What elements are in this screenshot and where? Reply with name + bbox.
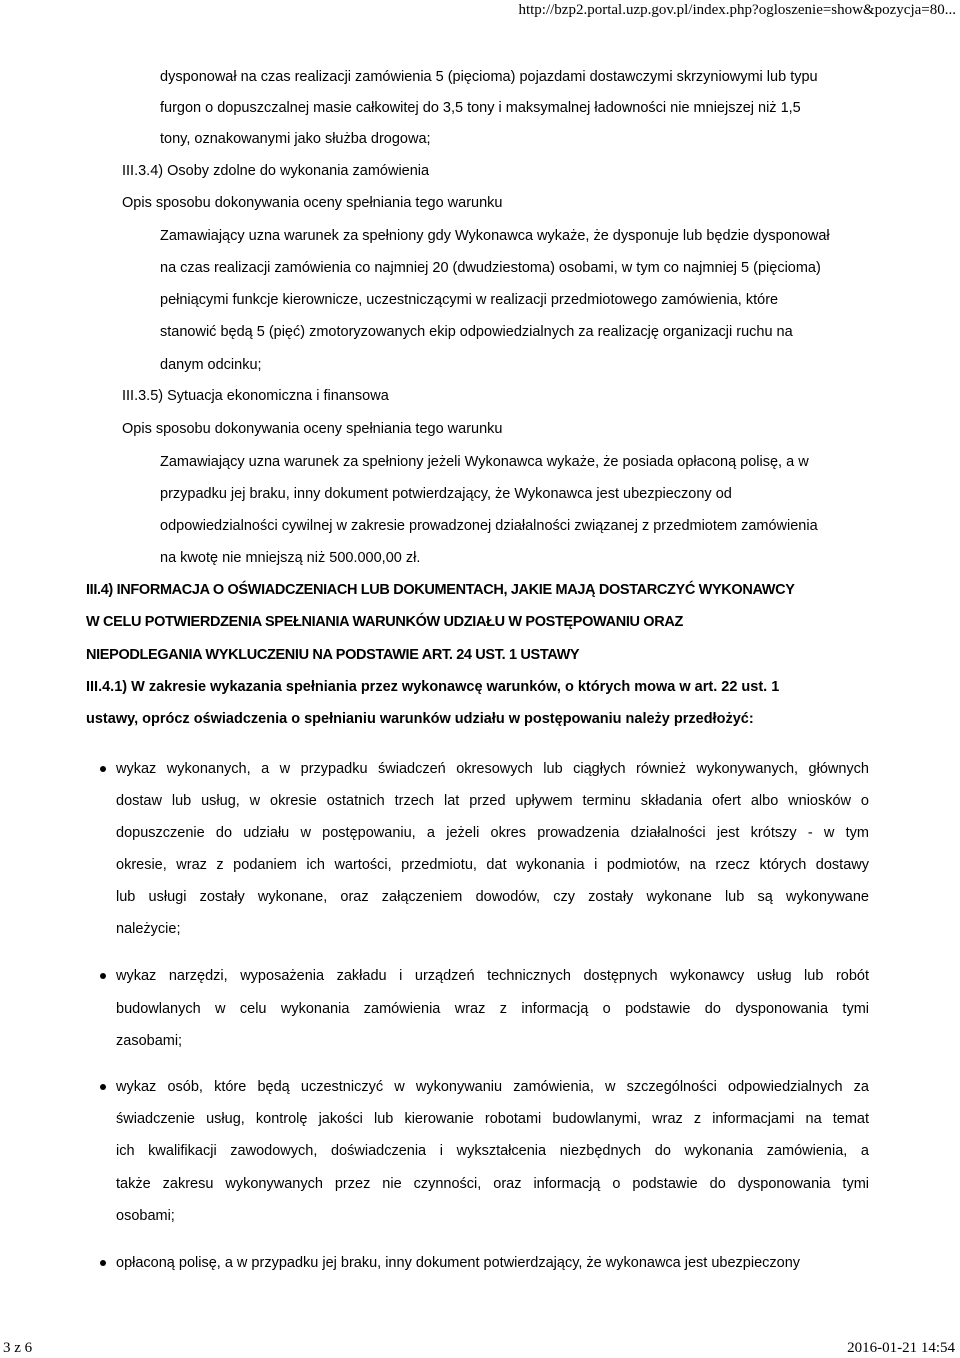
intro-line: furgon o dopuszczalnej masie całkowitej do 3,5 tony i maksymalnej ładowności nie mniejszej niż 1,5: [160, 100, 801, 116]
list-item-line: zasobami;: [116, 1033, 183, 1049]
paragraph-line: przypadku jej braku, inny dokument potwierdzający, że Wykonawca jest ubezpieczony od: [160, 486, 732, 502]
paragraph-line: na czas realizacji zamówienia co najmniej 20 (dwudziestoma) osobami, w tym co najmniej 5 (pięcioma): [160, 260, 821, 276]
list-item-line: także zakresu wykonywanych przez nie czynności, oraz informacją o podstawie do dysponowania tymi: [116, 1176, 869, 1192]
section-heading-4: W CELU POTWIERDZENIA SPEŁNIANIA WARUNKÓW UDZIAŁU W POSTĘPOWANIU ORAZ: [86, 614, 683, 630]
list-item-line: opłaconą polisę, a w przypadku jej braku, inny dokument potwierdzający, że wykonawca jest ubezpieczony: [116, 1255, 801, 1271]
list-item-line: lub usługi zostały wykonane, oraz załączeniem dowodów, czy zostały wykonane lub są wykonywane: [116, 889, 869, 905]
bullet-icon: [100, 766, 106, 772]
section-heading-3-5: III.3.5) Sytuacja ekonomiczna i finansowa: [122, 388, 389, 404]
list-item-line: ich kwalifikacji zawodowych, doświadczenia i wykształcenia niezbędnych do wykonania zamówienia, a: [116, 1143, 869, 1159]
paragraph-line: stanowić będą 5 (pięć) zmotoryzowanych ekip odpowiedzialnych za realizację organizacji ruchu na: [160, 324, 793, 340]
paragraph-line: Zamawiający uzna warunek za spełniony jeżeli Wykonawca wykaże, że posiada opłaconą polisę, a w: [160, 454, 809, 470]
list-item-line: wykaz narzędzi, wyposażenia zakładu i urządzeń technicznych dostępnych wykonawcy usług lub robót: [116, 968, 869, 984]
list-item-line: osobami;: [116, 1208, 175, 1224]
list-item-line: okresie, wraz z podaniem ich wartości, przedmiotu, dat wykonania i podmiotów, na rzecz których dostawy: [116, 857, 869, 873]
section-heading-4: NIEPODLEGANIA WYKLUCZENIU NA PODSTAWIE ART. 24 UST. 1 USTAWY: [86, 647, 580, 663]
section-heading-4-1: III.4.1) W zakresie wykazania spełniania przez wykonawcę warunków, o których mowa w art. 22 ust. 1: [86, 679, 780, 695]
paragraph-line: Zamawiający uzna warunek za spełniony gdy Wykonawca wykaże, że dysponuje lub będzie dysponował: [160, 228, 830, 244]
paragraph-line: danym odcinku;: [160, 357, 262, 373]
list-item-line: świadczenie usług, kontrolę jakości lub kierowanie robotami budowlanymi, wraz z informacjami na temat: [116, 1111, 869, 1127]
paragraph-line: odpowiedzialności cywilnej w zakresie prowadzonej działalności związanej z przedmiotem zamówienia: [160, 518, 818, 534]
paragraph-line: pełniącymi funkcje kierownicze, uczestniczącymi w realizacji przedmiotowego zamówienia, które: [160, 292, 779, 308]
list-item-line: należycie;: [116, 921, 181, 937]
list-item-line: budowlanych w celu wykonania zamówienia wraz z informacją o podstawie do dysponowania tymi: [116, 1001, 869, 1017]
list-item-line: wykaz wykonanych, a w przypadku świadczeń okresowych lub ciągłych również wykonywanych, głównych: [116, 761, 869, 777]
bullet-icon: [100, 1260, 106, 1266]
intro-line: dysponował na czas realizacji zamówienia 5 (pięcioma) pojazdami dostawczymi skrzyniowymi lub typu: [160, 69, 818, 85]
list-item-line: dostaw lub usług, w okresie ostatnich trzech lat przed upływem terminu składania ofert albo wniosków o: [116, 793, 869, 809]
paragraph-line: na kwotę nie mniejszą niż 500.000,00 zł.: [160, 550, 421, 566]
print-timestamp: 2016-01-21 14:54: [847, 1340, 955, 1356]
bullet-icon: [100, 1084, 106, 1090]
bullet-icon: [100, 973, 106, 979]
section-subheading-3-4: Opis sposobu dokonywania oceny spełniania tego warunku: [122, 195, 503, 211]
section-heading-3-4: III.3.4) Osoby zdolne do wykonania zamówienia: [122, 163, 430, 179]
intro-line: tony, oznakowanymi jako służba drogowa;: [160, 131, 431, 147]
list-item-line: dopuszczenie do udziału w postępowaniu, a jeżeli okres prowadzenia działalności jest krótszy - w tym: [116, 825, 869, 841]
list-item-line: wykaz osób, które będą uczestniczyć w wykonywaniu zamówienia, w szczególności odpowiedzialnych za: [116, 1079, 869, 1095]
section-heading-4: III.4) INFORMACJA O OŚWIADCZENIACH LUB DOKUMENTACH, JAKIE MAJĄ DOSTARCZYĆ WYKONAWCY: [86, 582, 795, 598]
section-heading-4-1: ustawy, oprócz oświadczenia o spełnianiu warunków udziału w postępowaniu należy przedłożyć:: [86, 711, 754, 727]
page-url-header: http://bzp2.portal.uzp.gov.pl/index.php?ogloszenie=show&pozycja=80...: [518, 2, 956, 18]
section-subheading-3-5: Opis sposobu dokonywania oceny spełniania tego warunku: [122, 421, 503, 437]
page-number: 3 z 6: [3, 1340, 33, 1356]
